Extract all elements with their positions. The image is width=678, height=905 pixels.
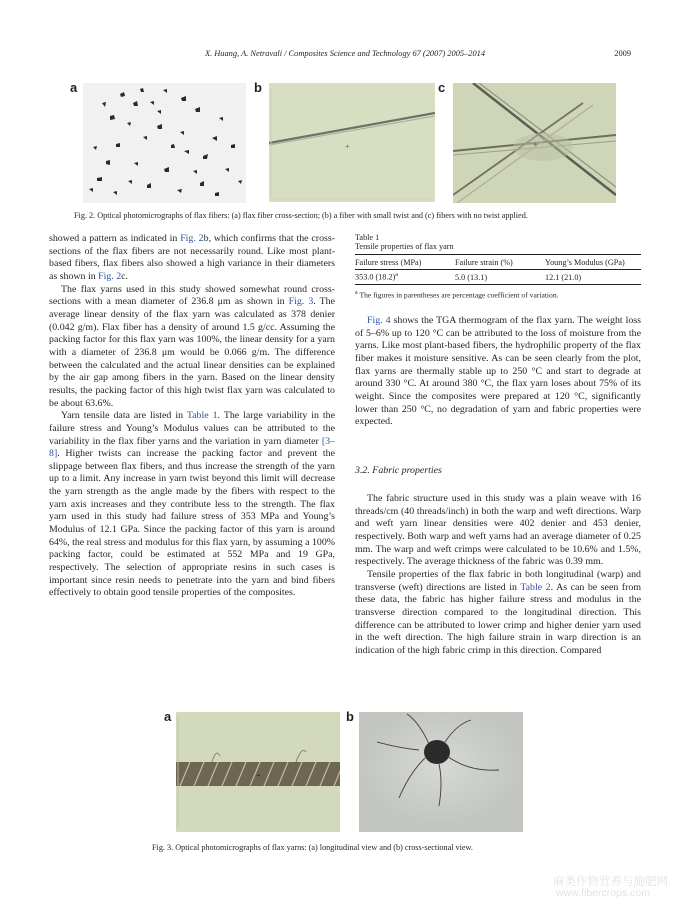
text-run: The flax yarns used in this study showed somewhat round cross-sections with a mean diameter of 236.8 μm as shown in <box>49 283 335 308</box>
footnote-text: The figures in parentheses are percentage coefficient of variation. <box>359 290 559 300</box>
left-column <box>49 233 335 600</box>
watermark-url: www.fibercrops.com <box>556 887 650 899</box>
svg-text:+: + <box>345 142 350 151</box>
text-run: showed a pattern as indicated in <box>49 233 181 244</box>
fig3-panel-b-label: b <box>346 709 354 724</box>
paragraph-yarn-density <box>49 284 335 411</box>
table-header-cell: Young’s Modulus (GPa) <box>545 257 625 267</box>
fig3a-micrograph <box>176 712 340 832</box>
section-heading: 3.2. Fabric properties <box>355 465 442 476</box>
right-column-lower <box>355 493 641 658</box>
text-run: c. <box>121 270 129 282</box>
table-cell: 12.1 (21.0) <box>545 272 582 282</box>
text-run: Yarn tensile data are listed in <box>61 410 187 422</box>
paragraph-yarn-tensile <box>49 410 335 600</box>
fig2-panel-b-label: b <box>254 80 262 95</box>
fig2-link[interactable]: Fig. 2 <box>180 233 204 244</box>
text-run: . Higher twists can increase the packing factor and prevent the slippage between flax fibers, and thus increase the strength of the yarn up to a limit. Any increase in yarn twist beyond this limit will decrease the yarn strength as the angle made by the fibers with respect to the yarn axis increases and they contribute less to the strength. The flax yarn used in this study had failure stress of 353 MPa and Young’s Modulus of 12.1 GPa. Since the packing factor of this yarn is around 64%, the real stress and modulus for this flax yarn, by assuming a 100% packing factor, could be estimated at 552 MPa and 19 GPa, respectively. The selection of appropriate resins in such cases is important since resin needs to penetrate into the yarn and bind fibers effectively to obtain good tensile properties of the composites. <box>49 448 335 599</box>
paragraph-tga <box>355 315 641 429</box>
fig2-link[interactable]: Fig. 2 <box>98 270 122 282</box>
text-run: b, which confirms that the cross-sections of the flax fibers are not necessarily round. Like most plant-based fibers, flax fibers also showed a high variance in their diameters as shown in <box>49 233 335 282</box>
svg-text:+: + <box>533 140 538 149</box>
text-run: Tensile properties of the flax fabric in both longitudinal (warp) and transverse (weft) directions are listed in <box>355 568 641 593</box>
yarn-cross-sectional-view <box>359 712 523 832</box>
fiber-cross-section-particles <box>83 83 246 203</box>
table-footnote <box>355 290 641 300</box>
text-run: . The large variability in the failure stress and Young’s Modulus values can be attributed to the variability in the flax fiber yarns and the variation in yarn diameter <box>49 410 335 447</box>
table-1 <box>355 233 641 300</box>
running-header: X. Huang, A. Netravali / Composites Science and Technology 67 (2007) 2005–2014 <box>204 49 486 58</box>
fig3-caption: Fig. 3. Optical photomicrographs of flax yarns: (a) longitudinal view and (b) cross-sectional view. <box>152 843 473 852</box>
right-column-upper <box>355 315 641 429</box>
cell-value: 353.0 (18.2) <box>355 272 396 282</box>
fig2b-micrograph <box>269 83 435 202</box>
fig2c-micrograph <box>453 83 616 203</box>
watermark-title: 麻类作物营养与施肥网 <box>553 876 668 888</box>
fig3-link[interactable]: Fig. 3 <box>288 296 314 308</box>
citation-link[interactable]: [3–8] <box>49 435 335 460</box>
fig3b-micrograph <box>359 712 523 832</box>
fig2-panel-a-label: a <box>70 80 78 95</box>
table2-link[interactable]: Table 2 <box>520 581 551 593</box>
footnote-mark: a <box>355 290 358 296</box>
table-header-row <box>355 255 641 270</box>
table-label: Table 1 <box>355 233 380 242</box>
svg-text:+: + <box>256 771 261 780</box>
text-run: . As can be seen from these data, the fabric has higher failure stress and modulus in the transverse direction compared to the longitudinal direction. This difference can be attributed to lower crimp and higher denier yarn used in the weft direction. The high failure strain in warp direction is an indication of the high fabric crimp in this direction. Compared <box>355 581 642 656</box>
table-title: Tensile properties of flax yarn <box>355 242 454 251</box>
table-row <box>355 270 641 285</box>
fibers-no-twist <box>453 83 616 203</box>
text-run: shows the TGA thermogram of the flax yarn. The weight loss of 5–6% up to 120 °C can be attributed to the loss of moisture from the yarns. Like most plant-based fibers, the hydrophilic property of the flax fiber makes it moisture sensitive. As can be seen clearly from the plot, flax yarns are thermally stable up to 250 °C and start to degrade at around 330 °C. At around 380 °C, the flax yarn loses about 75% of its weight. Since the composites were prepared at 120 °C, significantly lower than 250 °C, no degradation of yarn and fabric properties were expected. <box>355 315 641 428</box>
fig2-caption: Fig. 2. Optical photomicrographs of flax fibers: (a) flax fiber cross-section; (b) a fiber with small twist and (c) fibers with no twist applied. <box>74 211 528 220</box>
table-grid <box>355 254 641 285</box>
text-run: . The average linear density of the flax yarn was calculated as 378 denier (0.042 g/m). Flax fiber has a density of around 1.5 g/cc. Assuming the packing factor for this flax yarn was 100%, the linear density for a yarn with a diameter of 236.8 μm would be 0.066 g/m. The difference between the calculated and the actual linear densities can be explained by the air gap among fibers in the yarn. Based on the linear density results, the packing factor of this high twist flax yarn was calculated to be about 63.6%. <box>49 296 335 409</box>
single-fiber-small-twist <box>269 83 435 202</box>
fig2a-micrograph <box>83 83 246 203</box>
page-number: 2009 <box>614 49 631 58</box>
fig4-link[interactable]: Fig. 4 <box>367 315 391 326</box>
table-header-cell: Failure strain (%) <box>455 257 513 267</box>
fig2-panel-c-label: c <box>438 80 446 95</box>
table-header-cell: Failure stress (MPa) <box>355 257 422 267</box>
paragraph-fabric-tensile <box>355 569 641 658</box>
fig3-panel-a-label: a <box>164 709 172 724</box>
table-cell <box>355 270 455 285</box>
table-cell: 5.0 (13.1) <box>455 272 488 282</box>
yarn-longitudinal-view <box>176 712 340 832</box>
paragraph-fig2-description <box>49 233 335 284</box>
footnote-mark: a <box>395 272 398 279</box>
paragraph-fabric-structure: The fabric structure used in this study was a plain weave with 16 threads/cm (40 threads/inch) in both the warp and weft directions. Warp and weft yarn linear densities were 402 denier and 453 denier, respectively. Both warp and weft yarns had an average diameter of 0.25 mm. The warp and weft crimps were calculated to be 10.6% and 1.5%, respectively. The average thickness of the fabric was 0.39 mm. <box>355 493 641 568</box>
table1-link[interactable]: Table 1 <box>186 410 218 422</box>
